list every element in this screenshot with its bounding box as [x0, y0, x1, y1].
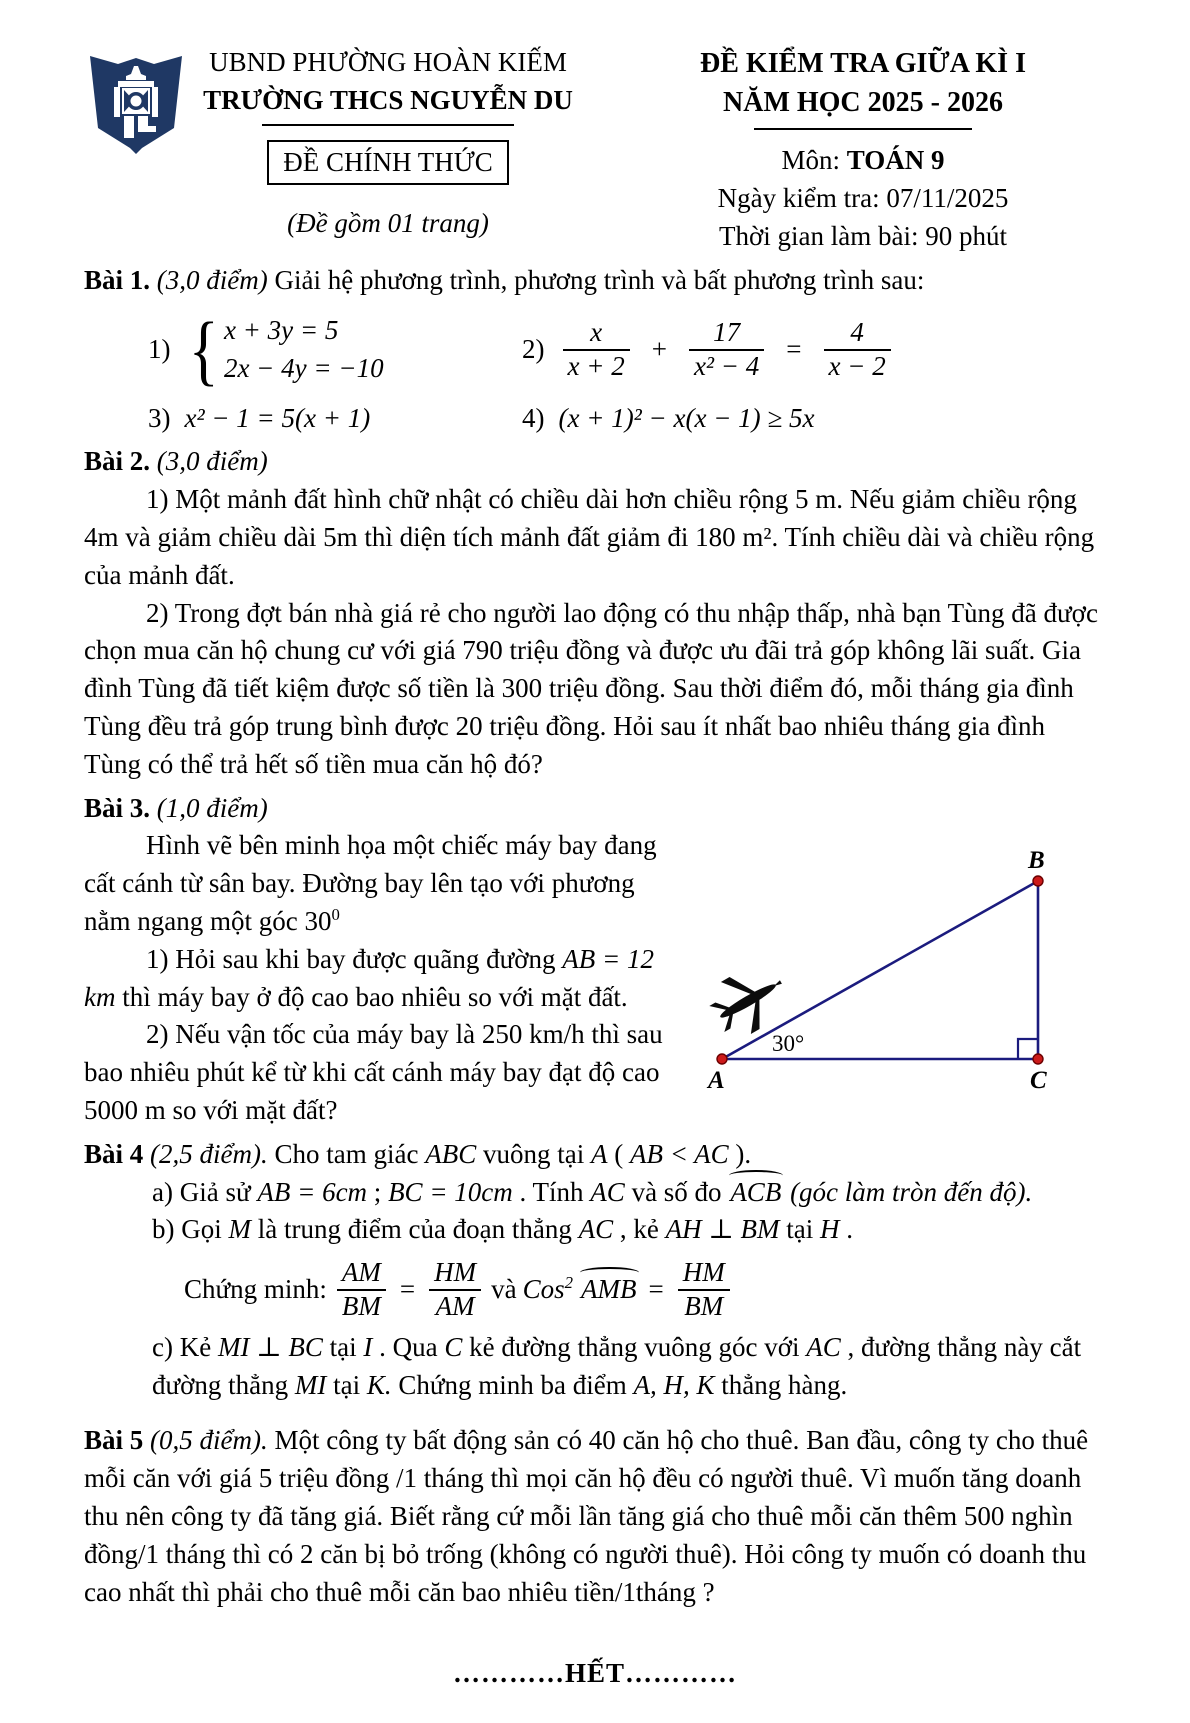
proof-fraction-3 — [678, 1257, 730, 1323]
p4a-text-2: ; — [367, 1176, 389, 1207]
problem-1-row-2 — [84, 400, 1106, 438]
p4b-math-2: AC — [578, 1214, 614, 1245]
fraction-3-den: x − 2 — [824, 349, 891, 383]
p4a-note: (góc làm tròn đến độ). — [783, 1176, 1033, 1207]
p4c-math-6: K. — [366, 1369, 392, 1400]
problem-3 — [84, 790, 1106, 1130]
p4c-math-4: AC — [806, 1331, 841, 1362]
p4c-math-1: MI ⊥ BC — [217, 1331, 323, 1362]
proof-equals-1: = — [399, 1274, 416, 1305]
fraction-1 — [563, 317, 630, 383]
problem-1-row-1 — [84, 305, 1106, 393]
problem-2-title: Bài 2. — [84, 446, 151, 477]
problem-1-intro: Giải hệ phương trình, phương trình và bất phương trình sau: — [274, 264, 925, 295]
triangle-diagram — [686, 841, 1106, 1093]
triangle-lines — [722, 881, 1038, 1059]
vertex-a-dot — [717, 1054, 727, 1064]
vertex-b-label: B — [1028, 847, 1045, 875]
p4a-label: a) — [152, 1176, 173, 1207]
authority-name: UBND PHƯỜNG HOÀN KIẾM — [209, 47, 567, 77]
exam-date: Ngày kiểm tra: 07/11/2025 — [717, 183, 1009, 214]
header-left-text — [200, 44, 576, 243]
problem-4-points: (2,5 điểm). — [150, 1138, 268, 1169]
school-name: TRƯỜNG THCS NGUYỄN DU — [203, 84, 573, 115]
p4c-math-2: I — [363, 1331, 373, 1362]
p4-intro-4: ). — [728, 1138, 752, 1169]
problem-2-points: (3,0 điểm) — [156, 446, 268, 477]
p4-intro-1: Cho tam giác — [267, 1138, 426, 1169]
p4c-math-7: A, H, K — [633, 1369, 715, 1400]
p4c-text-6: tại — [326, 1369, 367, 1400]
proof-f3-den: BM — [678, 1289, 730, 1323]
system-eq-1: x + 3y = 5 — [223, 314, 339, 345]
p4-intro-m2: A — [590, 1138, 608, 1169]
p4b-math-1: M — [228, 1214, 251, 1245]
p4c-text-3: . Qua — [372, 1331, 445, 1362]
proof-f3-num: HM — [682, 1257, 725, 1288]
p4b-text-1: Gọi — [174, 1214, 229, 1245]
p4b-math-4: H — [820, 1214, 840, 1245]
p4c-text-2: tại — [322, 1331, 364, 1362]
vertex-b-dot — [1033, 876, 1043, 886]
vertex-c-dot — [1033, 1054, 1043, 1064]
cos-base: Cos — [522, 1274, 565, 1305]
fraction-2-den: x² − 4 — [689, 349, 764, 383]
fraction-1-den: x + 2 — [563, 349, 630, 383]
p4a-angle-acb: ACB — [728, 1174, 783, 1212]
problem-1-q4 — [522, 400, 814, 438]
q4-formula: (x + 1)² − x(x − 1) ≥ 5x — [558, 402, 815, 433]
q1-math-1: AB = 12 km — [84, 943, 654, 1012]
p4b-label: b) — [152, 1214, 175, 1245]
proof-f1-den: BM — [337, 1289, 386, 1323]
pages-note: (Đề gồm 01 trang) — [287, 208, 489, 239]
cos-sup: 2 — [564, 1273, 574, 1293]
p4-intro-2: vuông tại — [476, 1138, 591, 1169]
header-left-divider — [262, 124, 514, 126]
header-right-divider — [754, 128, 972, 130]
p4c-label: c) — [152, 1331, 173, 1362]
angle-sup: 0 — [331, 904, 340, 924]
proof-fraction-2 — [429, 1257, 481, 1323]
p4-intro-3: ( — [607, 1138, 630, 1169]
q3-label: 3) — [148, 402, 171, 433]
subject-line — [620, 142, 1106, 180]
exam-duration: Thời gian làm bài: 90 phút — [719, 220, 1007, 251]
proof-label: Chứng minh: — [184, 1274, 327, 1305]
p4b-text-5: . — [839, 1214, 854, 1245]
problem-5-title: Bài 5 — [84, 1425, 144, 1456]
problem-3-text — [84, 827, 676, 1129]
proof-f2-num: HM — [434, 1257, 477, 1288]
problem-4-title: Bài 4 — [84, 1138, 144, 1169]
problem-4-proof-line — [184, 1257, 1106, 1323]
problem-1-q1 — [84, 305, 522, 393]
p4c-text-8: thẳng hàng. — [714, 1369, 848, 1400]
p4c-text-4: kẻ đường thẳng vuông góc với — [462, 1331, 807, 1362]
problem-2-heading — [84, 443, 1106, 481]
problem-5-text — [84, 1422, 1106, 1611]
p4b-text-3: , kẻ — [613, 1214, 666, 1245]
proof-angle-amb: AMB — [579, 1271, 638, 1309]
proof-equals-2: = — [648, 1274, 664, 1305]
problem-1-points: (3,0 điểm) — [156, 264, 268, 295]
header-left — [84, 44, 576, 243]
proof-f2-den: AM — [429, 1289, 481, 1323]
proof-cos — [523, 1271, 573, 1309]
system-eq-2: 2x − 4y = −10 — [223, 352, 384, 383]
header — [84, 44, 1106, 256]
problem-4c — [152, 1329, 1106, 1405]
p4a-math-3: AC — [590, 1176, 625, 1207]
p4a-text-1: Giả sử — [172, 1176, 258, 1207]
problem-2 — [84, 443, 1106, 783]
p4c-text-7: Chứng minh ba điểm — [391, 1369, 634, 1400]
p4b-text-4: tại — [779, 1214, 821, 1245]
problem-1-heading — [84, 262, 1106, 300]
problem-5-body: Một công ty bất động sản có 40 căn hộ cho thuê. Ban đầu, công ty cho thuê mỗi căn với giá 5 triệu đồng /1 tháng thì mọi căn hộ đều có người thuê. Vì muốn tăng doanh thu nên công ty đã tăng giá. Biết rằng cứ mỗi lần tăng giá cho thuê mỗi căn thêm 500 nghìn đồng/1 tháng thì có 2 căn bị bỏ trống (không có người thuê). Hỏi công ty muốn có doanh thu cao nhất thì phải cho thuê mỗi căn bao nhiêu tiền/1tháng ? — [84, 1425, 1089, 1607]
problem-1-title: Bài 1. — [84, 264, 151, 295]
problem-2-part-1: 1) Một mảnh đất hình chữ nhật có chiều dài hơn chiều rộng 5 m. Nếu giảm chiều rộng 4m và giảm chiều dài 5m thì diện tích mảnh đất giảm đi 180 m². Tính chiều dài và chiều rộng của mảnh đất. — [84, 484, 1095, 590]
plus-operator: + — [651, 333, 667, 364]
p4a-text-3: . Tính — [512, 1176, 591, 1207]
school-logo-icon — [84, 50, 188, 156]
problem-3-figure — [676, 841, 1106, 1093]
p4a-math-2: BC = 10cm — [388, 1176, 513, 1207]
p4b-math-3: AH ⊥ BM — [665, 1214, 780, 1245]
p4c-math-3: C — [444, 1331, 463, 1362]
q4-label: 4) — [522, 402, 545, 433]
q1-label: 1) — [148, 333, 171, 364]
p4c-text-1: Kẻ — [172, 1331, 218, 1362]
exam-title: ĐỀ KIỂM TRA GIỮA KÌ I — [700, 48, 1026, 79]
end-marker: …………HẾT………… — [452, 1658, 738, 1689]
p4c-math-5: MI — [294, 1369, 327, 1400]
header-right — [620, 44, 1106, 256]
p4-intro-m3: AB < AC — [629, 1138, 729, 1169]
proof-fraction-1 — [337, 1257, 386, 1323]
p4a-text-4: và số đo — [624, 1176, 729, 1207]
problem-4b — [152, 1211, 1106, 1249]
fraction-1-num: x — [590, 316, 603, 347]
p4c-text-5: , đường thẳng này cắt đường thẳng — [152, 1331, 1082, 1400]
vertex-c-label: C — [1030, 1067, 1047, 1094]
q2-label: 2) — [522, 333, 545, 364]
problem-1-q2 — [522, 317, 895, 383]
fraction-3 — [824, 317, 891, 383]
problem-2-part-2: 2) Trong đợt bán nhà giá rẻ cho người lao động có thu nhập thấp, nhà bạn Tùng đã được chọn mua căn hộ chung cư với giá 790 triệu đồng và được ưu đãi trả góp không lãi suất. Gia đình Tùng đã tiết kiệm được số tiền là 300 triệu đồng. Sau thời điểm đó, mỗi tháng gia đình Tùng đều trả góp trung bình được 20 triệu đồng. Hỏi sau ít nhất bao nhiêu tháng gia đình Tùng có thể trả hết số tiền mua căn hộ đó? — [84, 597, 1098, 779]
q3-formula: x² − 1 = 5(x + 1) — [184, 402, 371, 433]
angle-value: 30 — [304, 905, 332, 936]
problem-3-description-text: Hình vẽ bên minh họa một chiếc máy bay đang cất cánh từ sân bay. Đường bay lên tạo với phương nằm ngang một góc — [84, 830, 657, 936]
problem-3-q1 — [84, 941, 676, 1017]
problem-1 — [84, 262, 1106, 438]
subject-label: Môn: — [781, 145, 840, 176]
official-exam-box: ĐỀ CHÍNH THỨC — [267, 140, 508, 186]
problem-3-title: Bài 3. — [84, 792, 151, 823]
equals-operator: = — [786, 333, 802, 364]
system-brace: { — [188, 305, 219, 393]
problem-4a — [152, 1174, 1106, 1212]
equation-system — [185, 305, 384, 393]
vertex-a-label: A — [708, 1067, 725, 1094]
problem-3-points: (1,0 điểm) — [156, 792, 268, 823]
problem-3-body — [84, 827, 1106, 1129]
problem-5 — [84, 1422, 1106, 1611]
problem-5-points: (0,5 điểm). — [150, 1425, 268, 1456]
system-equations — [224, 312, 384, 388]
problem-1-q3 — [84, 400, 522, 438]
q1-text-1: 1) Hỏi sau khi bay được quãng đường — [146, 943, 563, 974]
problem-3-q2: 2) Nếu vận tốc của máy bay là 250 km/h thì sau bao nhiêu phút kể từ khi cất cánh máy bay đạt độ cao 5000 m so với mặt đất? — [84, 1019, 663, 1125]
problem-4 — [84, 1136, 1106, 1405]
p4a-math-1: AB = 6cm — [257, 1176, 368, 1207]
fraction-2 — [689, 317, 764, 383]
problem-3-description — [84, 827, 676, 940]
p4b-text-2: là trung điểm của đoạn thẳng — [251, 1214, 579, 1245]
subject-name: TOÁN 9 — [846, 145, 945, 176]
school-year: NĂM HỌC 2025 - 2026 — [723, 87, 1003, 119]
fraction-3-num: 4 — [850, 316, 864, 347]
p4-intro-m1: ABC — [425, 1138, 477, 1169]
proof-f1-num: AM — [341, 1257, 381, 1288]
problem-4-heading — [84, 1136, 1106, 1174]
angle-30-label: 30° — [772, 1031, 805, 1057]
problem-3-heading — [84, 790, 1106, 828]
proof-and: và — [491, 1274, 517, 1305]
q1-text-2: thì máy bay ở độ cao bao nhiêu so với mặt đất. — [115, 981, 628, 1012]
fraction-2-num: 17 — [713, 316, 741, 347]
